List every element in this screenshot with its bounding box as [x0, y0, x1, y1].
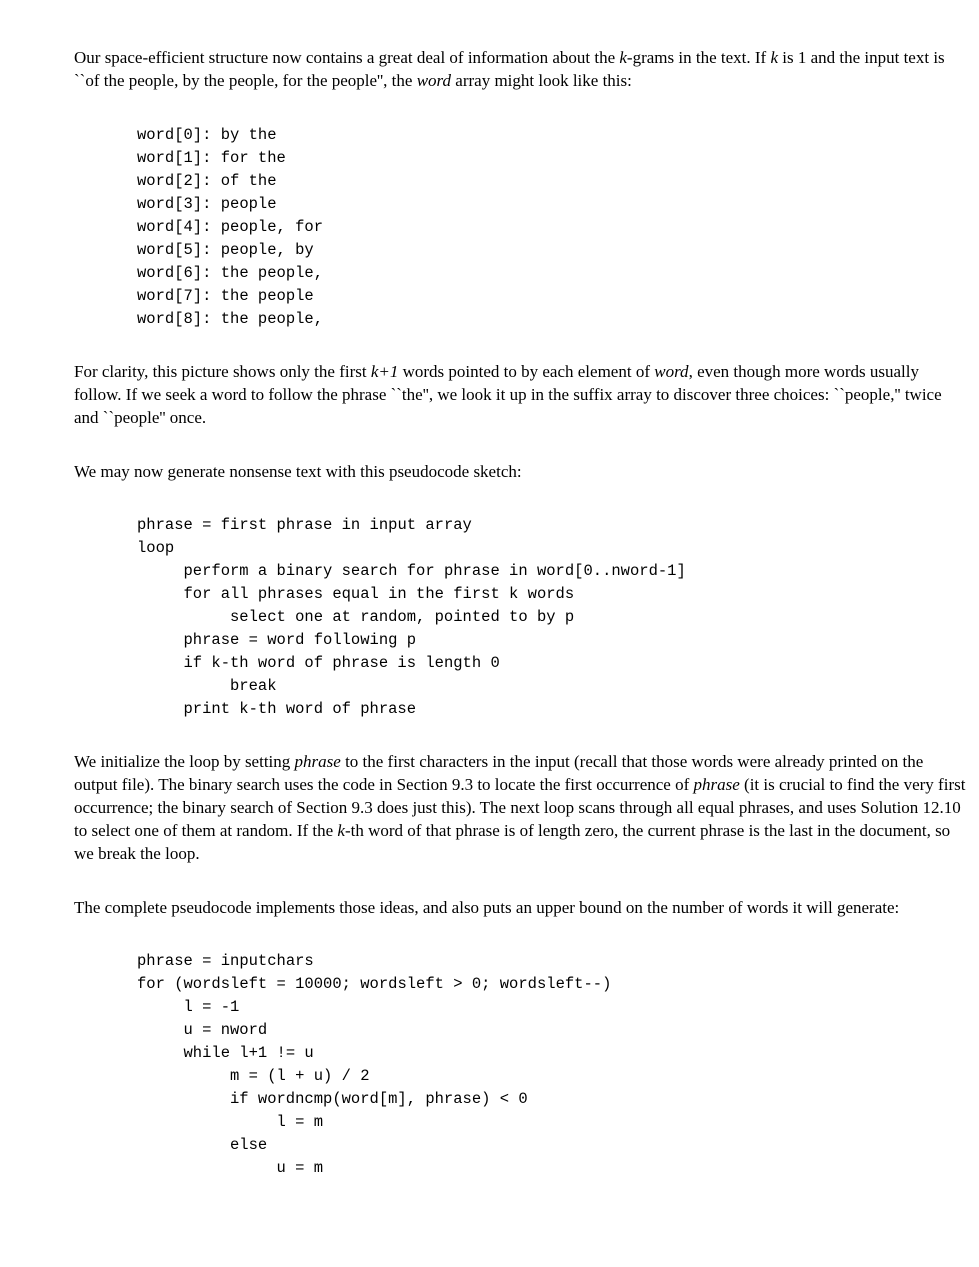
paragraph-intro: Our space-efficient structure now contains a great deal of information about the k-grams in the text. If k is 1 and the input text is ``of the people, by the people, for the people'', the word array might look like this:	[74, 48, 945, 90]
code-line: word[1]: for the	[137, 149, 286, 167]
code-line: word[0]: by the	[137, 126, 277, 144]
code-line: perform a binary search for phrase in word[0..nword-1]	[183, 562, 686, 580]
code-line: select one at random, pointed to by p	[230, 608, 575, 626]
code-line: word[6]: the people,	[137, 264, 324, 282]
document-page	[74, 46, 969, 1180]
paragraph-complete-intro: The complete pseudocode implements those ideas, and also puts an upper bound on the number of words it will generate:	[74, 898, 900, 917]
code-line: l = m	[276, 1113, 324, 1131]
code-line: for (wordsleft = 10000; wordsleft > 0; wordsleft--)	[137, 975, 612, 993]
code-line: print k-th word of phrase	[183, 700, 417, 718]
paragraph-clarity: For clarity, this picture shows only the first k+1 words pointed to by each element of word, even though more words usually follow. If we seek a word to follow the phrase ``the'', we look it up in the suffix array to discover three choices: ``people,'' twice and ``people'' once.	[74, 362, 942, 427]
code-block-complete-pseudocode	[137, 950, 969, 1180]
code-line: word[4]: people, for	[137, 218, 324, 236]
code-line: phrase = inputchars	[137, 952, 314, 970]
code-line: if wordncmp(word[m], phrase) < 0	[230, 1090, 528, 1108]
code-line: u = nword	[183, 1021, 268, 1039]
code-line: word[2]: of the	[137, 172, 277, 190]
code-block-word-array	[137, 124, 969, 331]
code-line: l = -1	[183, 998, 240, 1016]
code-line: u = m	[276, 1159, 324, 1177]
code-line: if k-th word of phrase is length 0	[183, 654, 500, 672]
code-line: word[3]: people	[137, 195, 277, 213]
code-line: word[7]: the people	[137, 287, 314, 305]
code-line: while l+1 != u	[183, 1044, 314, 1062]
code-line: word[8]: the people,	[137, 310, 324, 328]
paragraph-sketch-intro: We may now generate nonsense text with this pseudocode sketch:	[74, 462, 522, 481]
code-line: word[5]: people, by	[137, 241, 314, 259]
code-line: break	[230, 677, 277, 695]
code-line: else	[230, 1136, 268, 1154]
code-line: loop	[137, 539, 175, 557]
paragraph-initialize: We initialize the loop by setting phrase to the first characters in the input (recall that those words were already printed on the output file). The binary search uses the code in Section 9.3 to locate the first occurrence of phrase (it is crucial to find the very first occurrence; the binary search of Section 9.3 does just this). The next loop scans through all equal phrases, and uses Solution 12.10 to select one of them at random. If the k-th word of that phrase is of length zero, the current phrase is the last in the document, so we break the loop.	[74, 752, 966, 863]
code-line: phrase = word following p	[183, 631, 417, 649]
code-line: m = (l + u) / 2	[230, 1067, 370, 1085]
code-line: phrase = first phrase in input array	[137, 516, 472, 534]
code-block-pseudocode-sketch	[137, 514, 969, 721]
code-line: for all phrases equal in the first k words	[183, 585, 575, 603]
